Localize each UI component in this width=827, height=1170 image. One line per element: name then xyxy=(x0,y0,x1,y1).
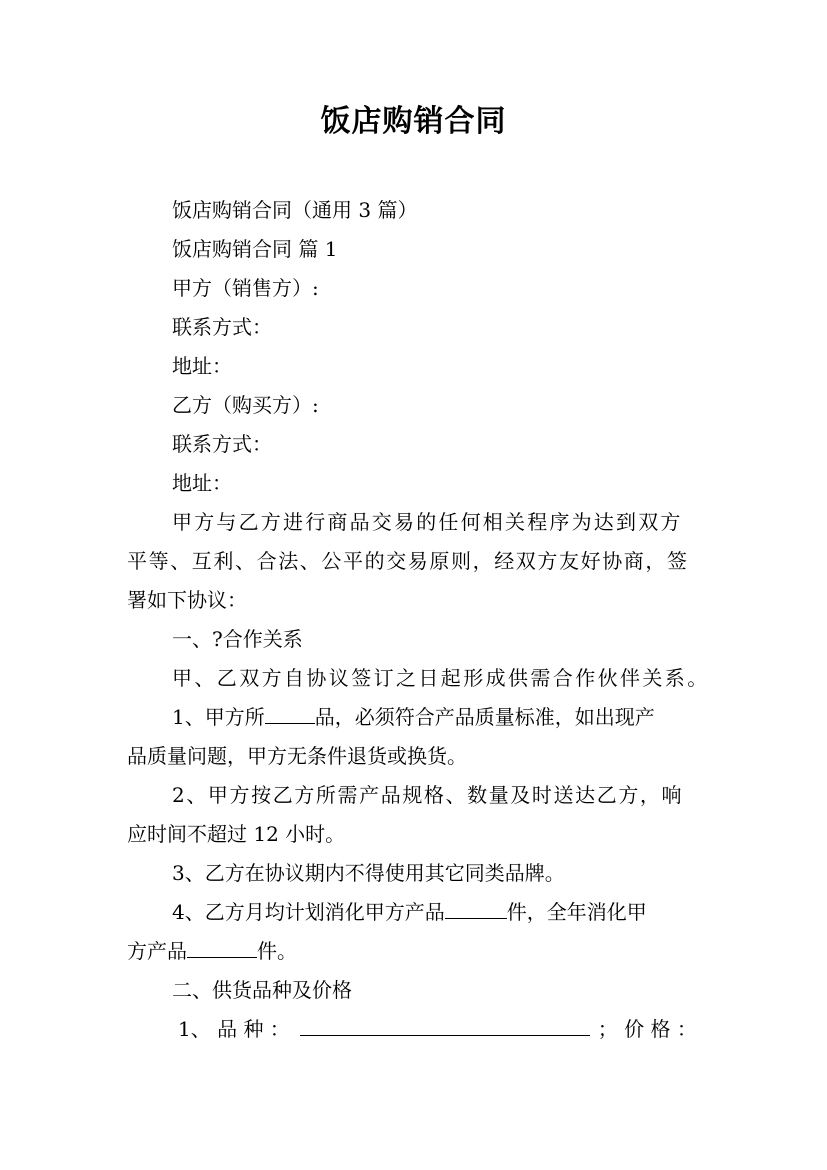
clause-4-blank-monthly xyxy=(445,898,507,919)
clause-1-line-1 xyxy=(172,703,655,731)
document-title: 饭店购销合同 xyxy=(320,104,507,139)
clause-3: 3、乙方在协议期内不得使用其它同类品牌。 xyxy=(172,861,565,885)
subtitle-part: 饭店购销合同 篇 1 xyxy=(172,237,338,261)
item-1-variety-blank xyxy=(300,1015,590,1036)
intro-paragraph-line-3: 署如下协议： xyxy=(127,588,247,612)
clause-4-line-2-suffix: 件。 xyxy=(257,939,297,963)
clause-2-line-1: 2、甲方按乙方所需产品规格、数量及时送达乙方，响 xyxy=(172,783,684,807)
clause-1-prefix: 1、甲方所 xyxy=(172,705,265,729)
clause-4-line-2 xyxy=(127,937,297,965)
party-b-contact-label: 联系方式： xyxy=(172,432,272,456)
party-b-label: 乙方（购买方）: xyxy=(172,393,319,417)
party-a-label: 甲方（销售方）: xyxy=(172,276,319,300)
clause-4-middle: 件，全年消化甲 xyxy=(506,900,647,924)
party-a-address-label: 地址： xyxy=(172,354,232,378)
clause-4-line-2-prefix: 方产品 xyxy=(127,939,187,963)
section-2-heading: 二、供货品种及价格 xyxy=(172,978,352,1002)
section-1-heading: 一、?合作关系 xyxy=(172,627,303,651)
item-1-prefix: 1、 品 种 ： xyxy=(178,1017,290,1041)
clause-1-blank xyxy=(265,703,315,724)
section-1-text: 甲、乙双方自协议签订之日起形成供需合作伙伴关系。 xyxy=(172,666,710,690)
clause-1-suffix: 品，必须符合产品质量标准，如出现产 xyxy=(314,705,655,729)
clause-2-line-2: 应时间不超过 12 小时。 xyxy=(127,822,346,846)
clause-4-blank-yearly xyxy=(187,937,257,958)
item-1-middle: ； 价 格 ： xyxy=(597,1017,697,1041)
intro-paragraph-line-1: 甲方与乙方进行商品交易的任何相关程序为达到双方 xyxy=(172,510,683,534)
party-a-contact-label: 联系方式： xyxy=(172,315,272,339)
intro-paragraph-line-2: 平等、互利、合法、公平的交易原则，经双方友好协商，签 xyxy=(127,549,689,573)
clause-1-line-2: 品质量问题，甲方无条件退货或换货。 xyxy=(127,744,467,768)
party-b-address-label: 地址： xyxy=(172,471,232,495)
subtitle-all: 饭店购销合同（通用 3 篇） xyxy=(172,198,418,222)
item-1-line xyxy=(178,1015,697,1043)
clause-4-prefix: 4、乙方月均计划消化甲方产品 xyxy=(172,900,445,924)
clause-4-line-1 xyxy=(172,898,647,926)
